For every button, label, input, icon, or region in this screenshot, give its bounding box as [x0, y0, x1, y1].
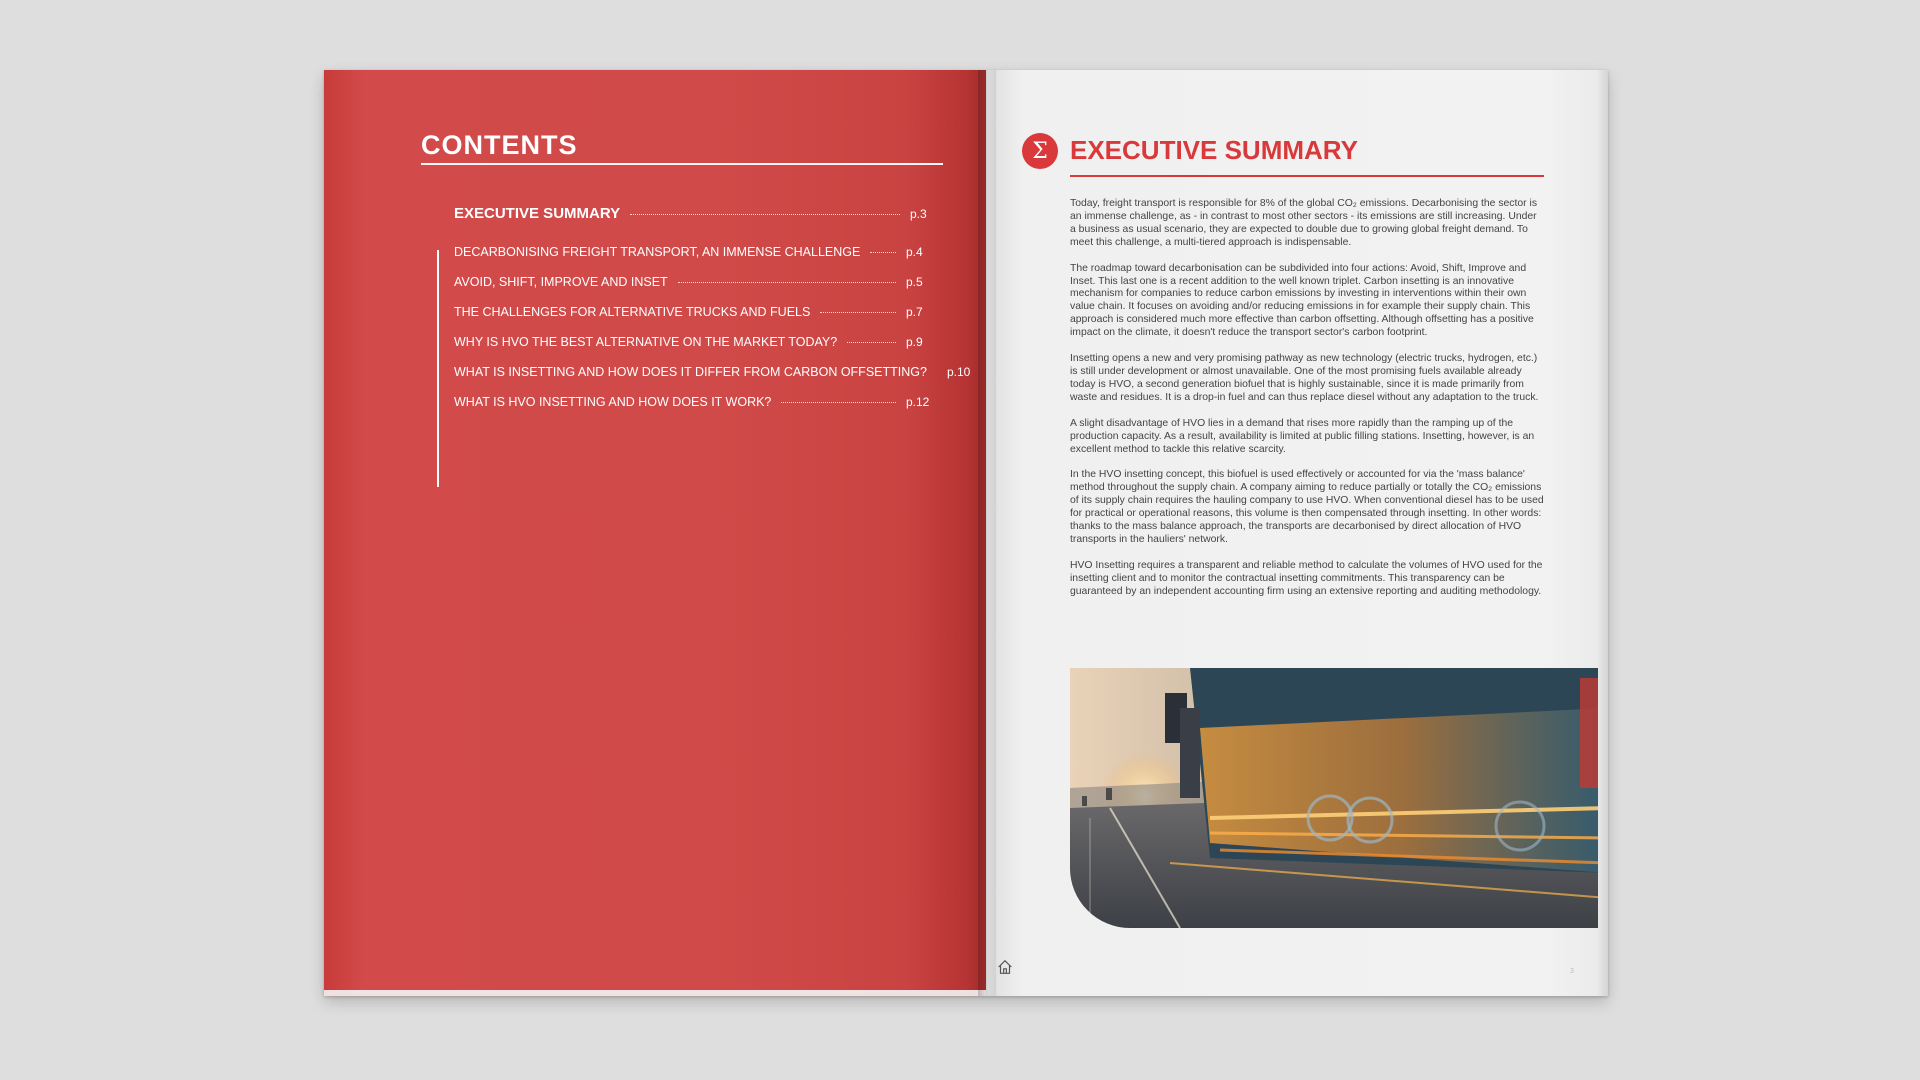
- toc-leader-dots: [820, 312, 896, 313]
- toc-entry-page: p.10: [946, 365, 971, 379]
- summary-paragraph: Today, freight transport is responsible for 8% of the global CO₂ emissions. Decarbonising the sector is an immense challenge, as - in contrast to most other sectors - its emissions are still increasing. Under a business as usual scenario, they are expected to double due to growing global freight demand. To meet this challenge, a multi-tiered approach is indispensable.: [1070, 198, 1538, 248]
- toc-entry-label: EXECUTIVE SUMMARY: [454, 205, 621, 222]
- open-brochure-spread: [324, 70, 1608, 996]
- toc-leader-dots: [870, 252, 896, 253]
- toc-leader-dots: [678, 282, 896, 283]
- toc-entry-page: p.7: [906, 305, 923, 319]
- contents-title: CONTENTS: [421, 130, 578, 160]
- summary-paragraph: HVO Insetting requires a transparent and reliable method to calculate the volumes of HVO used for the insetting client and to monitor the contractual insetting commitments. This transparency can be guaranteed by an independent accounting firm using an extensive reporting and auditing methodology.: [1070, 559, 1543, 597]
- summary-paragraph: A slight disadvantage of HVO lies in a demand that rises more rapidly than the ramping up of the production capacity. As a result, availability is limited at public filling stations. Insetting, however, is an excellent method to tackle this relative scarcity.: [1070, 417, 1535, 455]
- summary-paragraph: In the HVO insetting concept, this biofuel is used effectively or accounted for via the 'mass balance' method throughout the supply chain. A company aiming to reduce partially or totally the CO₂ emissions of its supply chain requires the hauling company to use HVO. When conventional diesel has to be used for practical or operational reasons, this volume is then compensated through insetting. In other words: thanks to the mass balance approach, the transports are decarbonised by direct allocation of HVO transports in the hauliers' network.: [1070, 469, 1544, 545]
- page-title: EXECUTIVE SUMMARY: [1070, 135, 1358, 165]
- home-icon[interactable]: [996, 958, 1014, 976]
- toc-entry-label: WHAT IS HVO INSETTING AND HOW DOES IT WORK?: [454, 395, 772, 409]
- toc-entry[interactable]: [454, 275, 930, 289]
- toc-entry-label: THE CHALLENGES FOR ALTERNATIVE TRUCKS AND FUELS: [454, 305, 811, 319]
- toc-entry-page: p.9: [906, 335, 923, 349]
- page-number: 3: [1570, 968, 1574, 975]
- toc-entry[interactable]: [454, 395, 930, 409]
- toc-entry[interactable]: [454, 335, 930, 349]
- summary-paragraph: Insetting opens a new and very promising pathway as new technology (electric trucks, hydrogen, etc.) is still under development or almost unavailable. One of the most promising fuels available already today is HVO, a second generation biofuel that is highly sustainable, since it is made primarily from waste and residues. It is a drop-in fuel and can thus replace diesel without any adaptation to the truck.: [1070, 353, 1539, 403]
- toc-leader-dots: [781, 402, 896, 403]
- toc-entry-page: p.4: [906, 245, 923, 259]
- toc-leader-dots: [630, 214, 900, 215]
- toc-section-bracket: [437, 250, 439, 487]
- toc-entry-label: AVOID, SHIFT, IMPROVE AND INSET: [454, 275, 668, 289]
- toc-entry-page: p.5: [906, 275, 923, 289]
- toc-entry-page: p.3: [910, 207, 927, 221]
- title-underline: [1070, 175, 1544, 177]
- toc-entry-label: WHAT IS INSETTING AND HOW DOES IT DIFFER FROM CARBON OFFSETTING?: [454, 365, 927, 379]
- toc-entry-label: WHY IS HVO THE BEST ALTERNATIVE ON THE MARKET TODAY?: [454, 335, 838, 349]
- toc-entry-page: p.12: [906, 395, 930, 409]
- toc-entry[interactable]: [454, 305, 930, 319]
- contents-page: [324, 70, 986, 996]
- toc-entry[interactable]: [454, 245, 930, 259]
- toc-entry-executive-summary[interactable]: [454, 205, 934, 225]
- summary-paragraph: The roadmap toward decarbonisation can be subdivided into four actions: Avoid, Shift, Improve and Inset. This last one is a recent addition to the well known triplet. Carbon insetting is an innovative mechanism for companies to reduce carbon emissions by investing in interventions within their own value chain. It focuses on avoiding and/or reducing emissions in for example their supply chain. This approach is considered much more effective than carbon offsetting. Although offsetting has a positive impact on the climate, it doesn't reduce the transport sector's carbon footprint.: [1070, 262, 1534, 339]
- toc-leader-dots: [847, 342, 896, 343]
- truck-motion-photo: [1070, 668, 1608, 928]
- toc-entry-label: DECARBONISING FREIGHT TRANSPORT, AN IMMENSE CHALLENGE: [454, 245, 861, 259]
- executive-summary-page: [986, 70, 1608, 996]
- summary-body: [1070, 198, 1544, 612]
- contents-title-underline: [421, 163, 943, 165]
- sigma-icon: [1022, 133, 1058, 169]
- sigma-symbol: Σ: [1032, 138, 1048, 164]
- toc-entry[interactable]: [454, 365, 971, 379]
